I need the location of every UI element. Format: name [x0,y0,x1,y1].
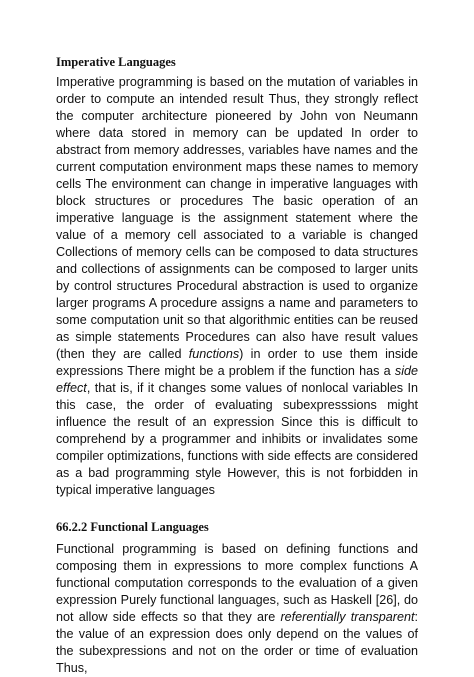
paragraph-text: , that is, if it changes some values of nonlocal variables In this case, the order of evaluating subexpresssions might influence the result of an expression Since this is difficult to comprehend by a programmer and inhibits or invalidates some compiler optimizations, functions with side effects are considered as a bad programming style However, this is not forbidden in typical imperative languages [56,381,418,497]
emphasis-side-effect: side effect [56,364,418,395]
document-page [56,54,418,677]
paragraph-text: ) in order to use them inside expressions There might be a problem if the function has a [56,347,418,378]
paragraph-text: : the value of an expression does only depend on the values of the subexpressions and not on the order or time of evaluation Thus, [56,610,419,675]
emphasis-functions: functions [188,347,240,361]
paragraph-text: Functional programming is based on defining functions and composing them in expressions to more complex functions A functional computation corresponds to the evaluation of a given expression Purely functional languages, such as Haskell [26], do not allow side effects so that they are [56,542,418,624]
section-heading-functional-languages: 66.2.2 Functional Languages [56,520,209,534]
paragraph-functional-programming [56,541,418,677]
paragraph-text: Imperative programming is based on the mutation of variables in order to compute an intended result Thus, they strongly reflect the computer architecture pioneered by John von Neumann where data stored in memory can be updated In order to abstract from memory addresses, variables have names and the current computation environment maps these names to memory cells The environment can change in imperative languages with block structures or procedures The basic operation of an imperative language is the assignment statement where the value of a memory cell associated to a variable is changed Collections of memory cells can be composed to data structures and collections of assignments can be composed to larger units by control structures Procedural abstraction is used to organize larger programs A procedure assigns a name and parameters to some computation unit so that algorithmic entities can be reused as simple statements Procedures can also have result values (then they are called [56,75,418,361]
section-heading-imperative-languages: Imperative Languages [56,55,176,69]
emphasis-referentially-transparent: referentially transparent [280,610,415,624]
paragraph-imperative-programming [56,74,418,499]
